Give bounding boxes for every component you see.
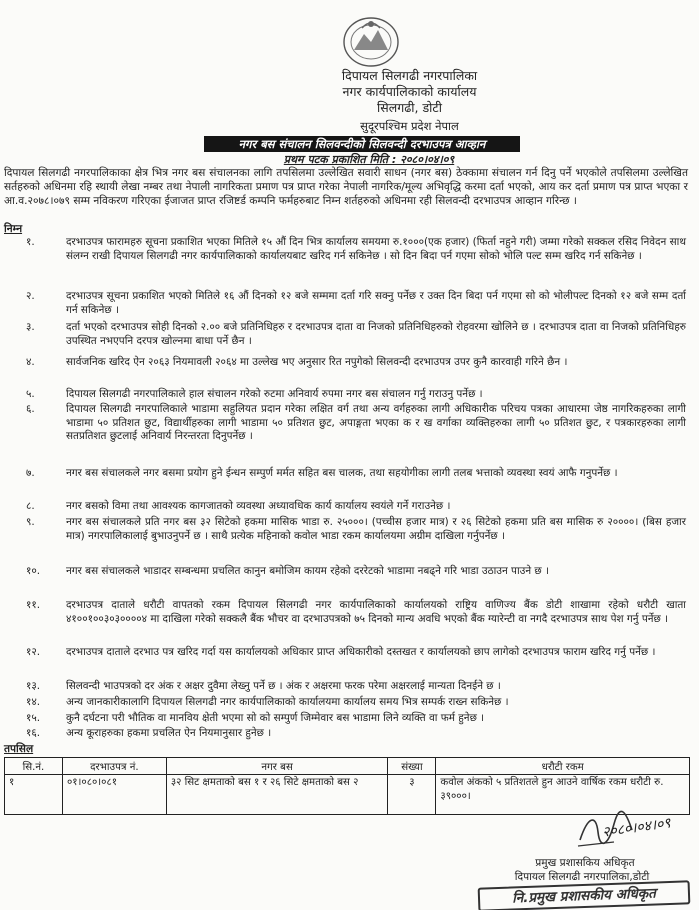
notice-title: नगर बस संचालन सिलवन्दीको सिलवन्दी दरभाउपत्र आव्हान <box>204 136 520 152</box>
condition-text: दिपायल सिलगढी नगरपालिकाले हाल संचालन गरेको रुटमा अनिवार्य रुपमा नगर बस संचालन गर्नु गराउनु पर्नेछ । <box>66 388 483 400</box>
nepal-government-emblem-icon <box>340 12 402 68</box>
official-stamp: नि.प्रमुख प्रशासकीय अधिकृत <box>478 880 691 910</box>
condition-number: १५. <box>26 712 41 724</box>
condition-number: १. <box>26 236 35 248</box>
province-name: सुदूरपश्चिम प्रदेश नेपाल <box>360 119 459 133</box>
intro-paragraph: दिपायल सिलगढी नगरपालिकाका क्षेत्र भित्र नगर बस संचालनका लागि तपसिलमा उल्लेखित सवारी साधन (नगर बस) ठेक्कामा संचालन गर्न दिनु पर्ने भएकोले तपसिलमा उल्लेखित सर्तहरुको अधिनमा रहि स्थायी लेखा नम्बर तथा नेपाली नागरिकता प्रमाण पत्र प्राप्त गरेका नेपाली नागरिक/मूल्य अभिवृद्धि करमा दर्ता भएको, आय कर दर्ता प्रमाण पत्र प्राप्त भएका र आ.व.२०७८।०७९ सम्म नविकरण गरिएका ईजाजत प्राप्त रजिष्टर्ड कम्पनि फर्महरुबाट निम्न शर्तहरुको अधिनमा रही सिलवन्दी दरभाउपत्र आव्हान गरिन्छ । <box>4 167 688 207</box>
condition-text: अन्य जानकारीकालागि दिपायल सिलगढी नगर कार्यपालिकाको कार्यालयमा कार्यालय समय भित्र सम्पर्क राख्न सकिनेछ । <box>66 696 509 708</box>
condition-text: दरभाउपत्र फारामहरु सूचना प्रकाशित भएका मितिले १५ औं दिन भित्र कार्यालय समयमा रु.१०००(एक हजार) (फिर्ता नहुने गरी) जम्मा गरेको सक्कल रसिद निवेदन साथ संलग्न राखी दिपायल सिलगढी नगर कार्यपालिकाको कार्यालयबाट खरिद गर्न सकिनेछ । सो दिन बिदा पर्न गएमा सोको भोलि पल्ट सम्म खरिद गर्न सकिनेछ । <box>66 236 686 262</box>
condition-number: ५. <box>26 388 35 400</box>
condition-number: ४. <box>26 356 35 368</box>
publication-date: प्रथम पटक प्रकाशित मिति : २०८०।०४।०९ <box>283 153 455 166</box>
condition-number: ८. <box>26 500 35 512</box>
signatory-designation: प्रमुख प्रशासकिय अधिकृत <box>535 857 635 869</box>
cell-bus: ३२ सिट क्षमताको बस १ र २६ सिटे क्षमताको बस २ <box>166 775 388 815</box>
conditions-heading: निम्न <box>4 223 23 235</box>
col-header-bus: नगर बस <box>166 758 388 775</box>
col-header-qty: संख्या <box>388 758 436 775</box>
condition-number: ६. <box>26 403 35 415</box>
condition-number: १२. <box>26 646 41 658</box>
condition-number: १४. <box>26 696 41 708</box>
cell-bid-no: ०१।०८०।०८१ <box>62 775 166 815</box>
condition-text: अन्य कूराहरुका हकमा प्रचलित ऐन नियमानुसार हुनेछ । <box>66 727 272 739</box>
condition-text: नगर बस संचालकले प्रति नगर बस ३२ सिटेको हकमा मासिक भाडा रु. २५०००। (पच्चीस हजार मात्र) र २६ सिटेको हकमा प्रति बस मासिक रु २००००। (बिस हजार मात्र) नगरपालिकालाई बुभाउनुपर्ने छ । साथै प्रत्येक महिनाको कवोल भाडा रकम कार्यालयमा अग्रीम दाखिला गर्नुपर्नेछ । <box>66 516 686 542</box>
table-header-row <box>5 758 690 775</box>
col-header-bid-no: दरभाउपत्र नं. <box>62 758 166 775</box>
cell-deposit: कवोल अंकको ५ प्रतिशतले हुन आउने वार्षिक रकम धरौटी रु. ३९०००। <box>436 775 690 815</box>
condition-text: सार्वजनिक खरिद ऐन २०६३ नियमावली २०६४ मा उल्लेख भए अनुसार रित नपुगेको सिलवन्दी दरभाउपत्र उपर कुनै कारवाही गरिने छैन । <box>66 356 568 368</box>
condition-text: दरभाउपत्र सूचना प्रकाशित भएको मितिले १६ औं दिनको १२ बजे सम्ममा दर्ता गरि सक्नु पर्नेछ र उक्त दिन बिदा पर्न गएमा सो को भोलीपल्ट दिनको १२ बजे सम्म दर्ता गर्न सकिनेछ । <box>66 290 686 316</box>
condition-text: दरभाउपत्र दाताले दरभाउ पत्र खरिद गर्दा यस कार्यालयको अधिकार प्राप्त अधिकारीको दस्तखत र कार्यालयको छाप लागेको दरभाउपत्र फाराम खरिद गर्नु पर्नेछ । <box>66 646 656 658</box>
signature-date: २०८०।०४।०९ <box>601 815 672 841</box>
condition-number: २. <box>26 290 35 302</box>
condition-text: नगर बस संचालकले भाडादर सम्बन्धमा प्रचलित कानुन बमोजिम कायम रहेको दररेटको भाडामा नबढ्ने गरि भाडा उठाउन पाउने छ । <box>66 565 549 577</box>
condition-number: ३. <box>26 321 35 333</box>
condition-text: नगर बसको विमा तथा आवश्यक कागजातको व्यवस्था अध्यावधिक कार्य कार्यालय स्वयंले गर्ने गराउनेछ । <box>66 500 451 512</box>
schedule-heading: तपसिल <box>4 743 34 755</box>
municipality-name: दिपायल सिलगढी नगरपालिका <box>341 68 478 83</box>
condition-text: नगर बस संचालकले नगर बसमा प्रयोग हुने ईन्धन सम्पुर्ण मर्मत सहित बस चालक, तथा सहयोगीका लागी तलब भत्ताको व्यवस्था स्वयं आफै गनुपर्नेछ । <box>66 467 618 479</box>
col-header-deposit: धरौटी रकम <box>436 758 690 775</box>
condition-number: १०. <box>26 565 41 577</box>
condition-number: ९. <box>26 516 35 528</box>
office-name: नगर कार्यपालिकाको कार्यालय <box>342 84 477 99</box>
condition-text: दिपायल सिलगढी नगरपालिकाले भाडामा सहुलियत प्रदान गरेका लक्षित वर्ग तथा अन्य वर्गहरुका लागी अधिकारीक परिचय पत्रका आधारमा जेष्ठ नागरिकहरुका लागी भाडामा ५० प्रतिशत छुट, विद्यार्थीहरुका लागी भाडामा ५० प्रतिशत छुट, अपाङ्गता भएका क र ख वर्गाका व्यक्तिहरुका लागी ५० प्रतिशत छुट, र पत्रकारहरुका लागी सतप्रतिशत छुटलाई अनिवार्य निरन्तरता दिनुपर्नेछ । <box>66 403 686 442</box>
condition-text: सिलवन्दी भाउपत्रको दर अंक र अक्षर दुवैमा लेख्नु पर्ने छ । अंक र अक्षरमा फरक परेमा अक्षरलाई मान्यता दिनईने छ । <box>66 680 501 692</box>
col-header-sn: सि.नं. <box>5 758 63 775</box>
condition-number: १६. <box>26 727 41 739</box>
condition-number: ७. <box>26 467 35 479</box>
condition-text: दर्ता भएको दरभाउपत्र सोही दिनको २.०० बजे प्रतिनिधिहरु र दरभाउपत्र दाता वा निजको प्रतिनिधिहरुको रोहवरमा खोलिने छ । दरभाउपत्र दाता वा निजको प्रतिनिधिहरु उपस्थित नभएपनि दरपत्र खोल्नमा बाधा पर्ने छैन । <box>66 321 686 347</box>
condition-number: १३. <box>26 680 41 692</box>
condition-number: ११. <box>26 599 41 611</box>
condition-text: कुनै दर्घटना परी भौतिक वा मानविय क्षेती भएमा सो को सम्पुर्ण जिम्मेवार बस भाडामा लिने व्यक्ति वा फर्म हुनेछ । <box>66 712 485 724</box>
signatory-office: दिपायल सिलगढी नगरपालिका,डोटी <box>514 871 650 883</box>
office-location: सिलगढी, डोटी <box>377 100 442 115</box>
condition-text: दरभाउपत्र दाताले धरौटी वापतको रकम दिपायल सिलगढी नगर कार्यपालिकाको कार्यालयको राष्ट्रिय वाणिज्य बैंक डोटी शाखामा रहेको धरौटी खाता ४१००१००३०३००००४ मा दाखिला गरेको सक्कलै बैंक भौचर वा दरभाउपत्रको ७५ दिनको मान्य अवधि भएको बैंक ग्यारेन्टी वा नगदै दरभाउपत्र साथ पेश गर्नु पर्नेछ । <box>66 599 686 625</box>
cell-sn: १ <box>5 775 63 815</box>
cell-qty: ३ <box>388 775 436 815</box>
